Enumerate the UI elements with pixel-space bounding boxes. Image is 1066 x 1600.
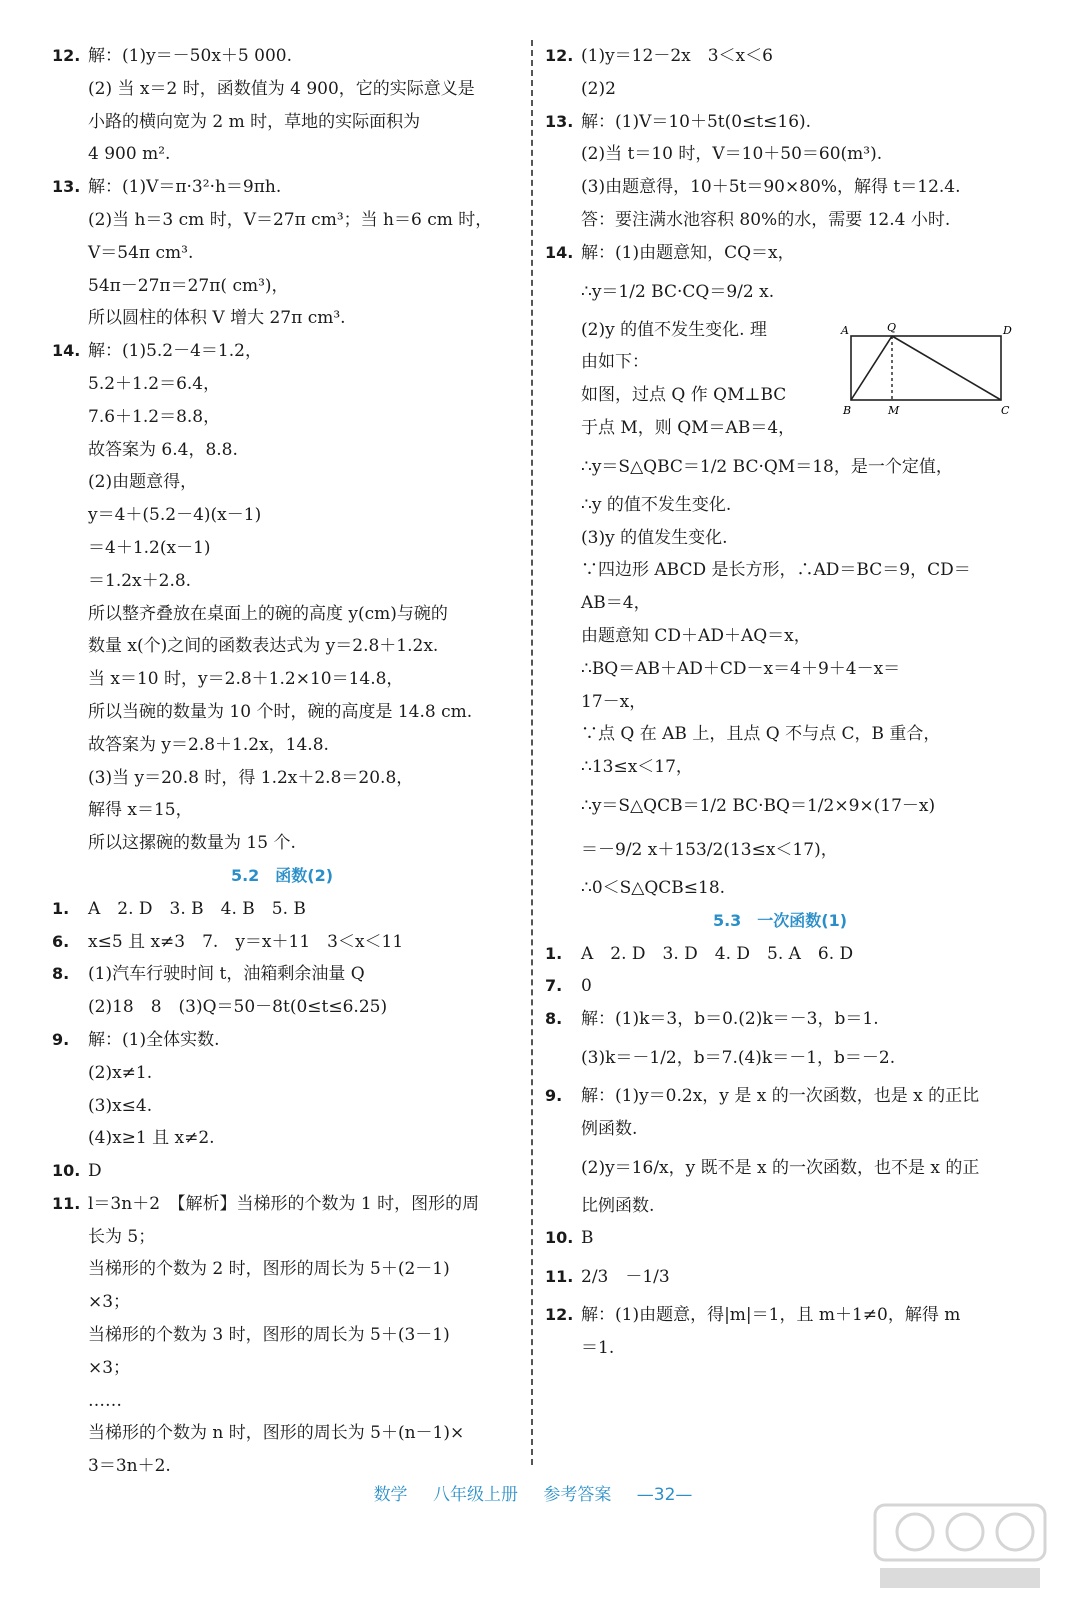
- answer-line: [545, 1299, 1015, 1332]
- answer-line: [52, 237, 512, 270]
- answer-line: [52, 1155, 512, 1188]
- answer-text: (2)当 h＝3 cm 时，V＝27π cm³；当 h＝6 cm 时，: [88, 209, 493, 230]
- question-number: 1.: [52, 898, 70, 918]
- answer-text: (3)x≤4.: [88, 1095, 153, 1116]
- footer-page-number: —32—: [636, 1485, 693, 1505]
- answer-line: [52, 270, 512, 303]
- label-b: B: [843, 404, 852, 417]
- answer-text: ×3；: [88, 1357, 131, 1378]
- answer-line: [545, 522, 1015, 555]
- answer-line: [52, 729, 512, 762]
- question-number: 9.: [545, 1085, 563, 1105]
- answer-line: [545, 1222, 1015, 1255]
- answer-line: [545, 1003, 1015, 1036]
- answer-text: (2)18 8 (3)Q＝50－8t(0≤t≤6.25): [88, 997, 388, 1018]
- right-column: [545, 40, 1015, 1365]
- answer-text: A 2. D 3. B 4. B 5. B: [88, 898, 306, 919]
- answer-line: [52, 106, 512, 139]
- footer-grade: 八年级上册: [432, 1485, 518, 1505]
- answer-text: 当 x＝10 时，y＝2.8＋1.2×10＝14.8，: [88, 669, 404, 690]
- answer-text: ＝4＋1.2(x－1): [88, 537, 211, 558]
- answer-line: [52, 1319, 512, 1352]
- answer-text: 数量 x(个)之间的函数表达式为 y＝2.8＋1.2x.: [88, 636, 439, 657]
- answer-line: [52, 893, 512, 926]
- answer-line: [52, 1253, 512, 1286]
- answer-line: [545, 554, 1015, 587]
- answer-line: [52, 958, 512, 991]
- answer-line: [545, 138, 1015, 171]
- answer-text: (3)由题意得，10＋5t＝90×80%，解得 t＝12.4.: [581, 177, 961, 198]
- answer-line: [52, 1417, 512, 1450]
- answer-text: 例函数.: [581, 1118, 638, 1139]
- answer-line: [52, 1221, 512, 1254]
- answer-text: ＝1.: [581, 1337, 615, 1358]
- answer-text: (2)y 的值不发生变化. 理: [581, 319, 767, 340]
- rectangle-abcd: [851, 336, 1001, 400]
- label-a: A: [841, 324, 849, 337]
- answer-line: [52, 794, 512, 827]
- answer-text: 当梯形的个数为 n 时，图形的周长为 5＋(n－1)×: [88, 1423, 465, 1444]
- question-number: 1.: [545, 943, 563, 963]
- answer-line: [545, 237, 1015, 270]
- answer-text: ∵四边形 ABCD 是长方形，∴AD＝BC＝9，CD＝: [581, 560, 971, 581]
- answer-text: B: [581, 1228, 594, 1249]
- answer-line: [52, 762, 512, 795]
- answer-text: 故答案为 6.4，8.8.: [88, 439, 238, 460]
- right-lines: [545, 40, 1015, 1365]
- question-number: 6.: [52, 931, 70, 951]
- section-heading-text: 5.2 函数(2): [230, 865, 334, 885]
- answer-line: [545, 751, 1015, 784]
- answer-line: [545, 40, 1015, 73]
- answer-text: 54π－27π＝27π( cm³)，: [88, 275, 289, 296]
- answer-text: 3＝3n＋2.: [88, 1456, 171, 1477]
- answer-text: 解：(1)由题意，得|m|＝1，且 m＋1≠0，解得 m: [581, 1305, 961, 1326]
- answer-text: 17－x，: [581, 691, 647, 712]
- answer-text: 解：(1)由题意知，CQ＝x，: [581, 242, 795, 263]
- answer-line: [52, 1286, 512, 1319]
- question-number: 11.: [545, 1267, 574, 1287]
- answer-line: [52, 1352, 512, 1385]
- answer-text: 所以圆柱的体积 V 增大 27π cm³.: [88, 308, 346, 329]
- answer-text: x≤5 且 x≠3 7. y＝x＋11 3＜x＜11: [88, 931, 404, 952]
- answer-text: 解：(1)V＝π·3²·h＝9πh.: [88, 177, 282, 198]
- answer-text: 所以整齐叠放在桌面上的碗的高度 y(cm)与碗的: [88, 603, 448, 624]
- question-number: 10.: [52, 1161, 81, 1181]
- answer-line: [52, 827, 512, 860]
- answer-text: (2)由题意得，: [88, 472, 198, 493]
- answer-text: ∴y＝S△QCB＝1/2 BC·BQ＝1/2×9×(17－x): [581, 795, 936, 816]
- answer-line: [52, 1024, 512, 1057]
- answer-line: [52, 1122, 512, 1155]
- answer-line: [52, 466, 512, 499]
- answer-line: [52, 991, 512, 1024]
- answer-line: [52, 630, 512, 663]
- answer-text: (2)x≠1.: [88, 1062, 153, 1083]
- answer-line: [52, 1090, 512, 1123]
- answer-text: (1)汽车行驶时间 t，油箱剩余油量 Q: [88, 964, 365, 985]
- rectangle-figure: [841, 321, 1015, 422]
- answer-text: (3)k＝－1/2，b＝7.(4)k＝－1，b＝－2.: [581, 1047, 896, 1068]
- answer-text: 4 900 m².: [88, 144, 171, 165]
- label-d: D: [1003, 324, 1012, 337]
- answer-text: ×3；: [88, 1292, 131, 1313]
- answer-line: [52, 565, 512, 598]
- answer-text: 解得 x＝15，: [88, 800, 193, 821]
- answer-text: 于点 M，则 QM＝AB＝4，: [581, 417, 796, 438]
- answer-line: [52, 335, 512, 368]
- question-number: 11.: [52, 1193, 81, 1213]
- answer-line: [52, 434, 512, 467]
- answer-line: [545, 1080, 1015, 1113]
- question-number: 12.: [52, 46, 81, 65]
- answer-line: [52, 73, 512, 106]
- question-number: 8.: [545, 1009, 563, 1029]
- answer-line: [52, 663, 512, 696]
- answer-text: 当梯形的个数为 3 时，图形的周长为 5＋(3－1): [88, 1325, 450, 1346]
- answer-text: 解：(1)V＝10＋5t(0≤t≤16).: [581, 111, 812, 132]
- question-number: 13.: [52, 177, 81, 197]
- question-number: 14.: [545, 242, 574, 262]
- answer-text: 长为 5；: [88, 1226, 156, 1247]
- label-q: Q: [887, 321, 897, 334]
- answer-text: V＝54π cm³.: [88, 242, 194, 263]
- answer-line: [545, 718, 1015, 751]
- question-number: 8.: [52, 964, 70, 984]
- answer-line: [545, 686, 1015, 719]
- answer-text: 由题意知 CD＋AD＋AQ＝x，: [581, 625, 811, 646]
- answer-text: 答：要注满水池容积 80%的水，需要 12.4 小时.: [581, 209, 951, 230]
- section-heading: [545, 905, 1015, 938]
- answer-text: 当梯形的个数为 2 时，图形的周长为 5＋(2－1): [88, 1259, 450, 1280]
- answer-line: [545, 938, 1015, 971]
- answer-text: (3)y 的值发生变化.: [581, 527, 728, 548]
- question-number: 12.: [545, 46, 574, 65]
- answer-text: 所以这摞碗的数量为 15 个.: [88, 833, 296, 854]
- answer-line: [545, 970, 1015, 1003]
- answer-text: A 2. D 3. D 4. D 5. A 6. D: [581, 943, 854, 964]
- answer-line: [545, 587, 1015, 620]
- answer-line: [52, 1450, 512, 1483]
- answer-line: [52, 40, 512, 73]
- answer-text: 5.2＋1.2＝6.4，: [88, 373, 221, 394]
- answer-text: (3)当 y＝20.8 时，得 1.2x＋2.8＝20.8，: [88, 767, 414, 788]
- question-number: 12.: [545, 1305, 574, 1325]
- answer-text: (2)y＝16/x，y 既不是 x 的一次函数，也不是 x 的正: [581, 1157, 980, 1178]
- answer-text: ∴BQ＝AB＋AD＋CD－x＝4＋9＋4－x＝: [581, 658, 901, 679]
- column-divider: [531, 40, 533, 1465]
- watermark-logo: [870, 1500, 1050, 1595]
- answer-line: [545, 784, 1015, 828]
- answer-line: [545, 872, 1015, 905]
- question-number: 14.: [52, 341, 81, 361]
- section-heading: [52, 860, 512, 893]
- label-c: C: [1001, 404, 1010, 417]
- question-number: 9.: [52, 1029, 70, 1049]
- answer-text: 解：(1)全体实数.: [88, 1029, 220, 1050]
- answer-text: 0: [581, 976, 592, 997]
- answer-line: [545, 270, 1015, 314]
- answer-text: 比例函数.: [581, 1195, 655, 1216]
- answer-text: ……: [88, 1390, 122, 1411]
- answer-line: [52, 302, 512, 335]
- answer-text: ＝1.2x＋2.8.: [88, 570, 192, 591]
- answer-text: 由如下：: [581, 352, 649, 373]
- answer-line: [545, 1113, 1015, 1146]
- answer-text: l＝3n＋2 【解析】当梯形的个数为 1 时，图形的周: [88, 1193, 480, 1214]
- answer-line: [52, 401, 512, 434]
- answer-text: 7.6＋1.2＝8.8，: [88, 406, 221, 427]
- answer-text: 解：(1)y＝0.2x，y 是 x 的一次函数，也是 x 的正比: [581, 1085, 980, 1106]
- segment-qb: [851, 336, 892, 400]
- left-lines: [52, 40, 512, 1483]
- answer-line: [52, 1188, 512, 1221]
- question-number: 10.: [545, 1228, 574, 1248]
- question-number: 13.: [545, 111, 574, 131]
- answer-line: [52, 1385, 512, 1418]
- section-heading-text: 5.3 一次函数(1): [712, 910, 848, 930]
- answer-line: [52, 138, 512, 171]
- left-column: [52, 40, 512, 1483]
- answer-text: 2/3 －1/3: [581, 1267, 670, 1288]
- answer-line: [52, 204, 512, 237]
- answer-line: [52, 926, 512, 959]
- answer-text: (1)y＝12－2x 3＜x＜6: [581, 46, 773, 66]
- answer-text: ∴y 的值不发生变化.: [581, 494, 732, 515]
- answer-line: [545, 204, 1015, 237]
- answer-text: ∴y＝1/2 BC·CQ＝9/2 x.: [581, 281, 775, 302]
- answer-line: [545, 1190, 1015, 1223]
- answer-text: 解：(1)k＝3，b＝0.(2)k＝－3，b＝1.: [581, 1009, 879, 1030]
- answer-line: [545, 1332, 1015, 1365]
- answer-text: y＝4＋(5.2－4)(x－1): [88, 505, 262, 526]
- answer-line: [545, 1146, 1015, 1190]
- answer-line: [545, 73, 1015, 106]
- answer-text: (2)2: [581, 78, 616, 99]
- answer-line: [52, 598, 512, 631]
- answer-text: (2) 当 x＝2 时，函数值为 4 900，它的实际意义是: [88, 78, 475, 99]
- answer-text: ∴13≤x＜17，: [581, 757, 693, 778]
- footer-subject: 数学: [373, 1485, 408, 1505]
- answer-text: ＝－9/2 x＋153/2(13≤x＜17)，: [581, 839, 838, 860]
- answer-text: ∴y＝S△QBC＝1/2 BC·QM＝18，是一个定值，: [581, 456, 953, 477]
- answer-line: [545, 445, 1015, 489]
- answer-text: ∴0＜S△QCB≤18.: [581, 877, 726, 898]
- answer-line: [52, 532, 512, 565]
- answer-line: [52, 499, 512, 532]
- answer-line: [52, 171, 512, 204]
- answer-line: [545, 106, 1015, 139]
- answer-text: 所以当碗的数量为 10 个时，碗的高度是 14.8 cm.: [88, 701, 473, 722]
- footer-section: 参考答案: [543, 1485, 612, 1505]
- answer-line: [545, 828, 1015, 872]
- answer-text: 小路的横向宽为 2 m 时，草地的实际面积为: [88, 111, 421, 132]
- answer-line: [52, 368, 512, 401]
- answer-line: [545, 1255, 1015, 1299]
- answer-line: [52, 1057, 512, 1090]
- answer-line: [545, 620, 1015, 653]
- answer-line: [545, 653, 1015, 686]
- answer-text: ∵点 Q 在 AB 上，且点 Q 不与点 C，B 重合，: [581, 724, 941, 745]
- label-m: M: [888, 404, 900, 417]
- answer-line: [545, 1036, 1015, 1080]
- answer-text: 如图，过点 Q 作 QM⊥BC: [581, 385, 787, 406]
- answer-text: D: [88, 1161, 102, 1182]
- answer-text: (2)当 t＝10 时，V＝10＋50＝60(m³).: [581, 144, 883, 165]
- segment-qc: [892, 336, 1001, 400]
- answer-line: [52, 696, 512, 729]
- answer-text: AB＝4，: [581, 593, 651, 614]
- question-number: 7.: [545, 976, 563, 996]
- answer-line: [545, 171, 1015, 204]
- answer-line: [545, 489, 1015, 522]
- answer-text: 解：(1)y＝－50x＋5 000.: [88, 46, 292, 66]
- answer-text: 解：(1)5.2－4＝1.2，: [88, 341, 262, 362]
- answer-text: 故答案为 y＝2.8＋1.2x，14.8.: [88, 734, 329, 755]
- answer-text: (4)x≥1 且 x≠2.: [88, 1128, 215, 1149]
